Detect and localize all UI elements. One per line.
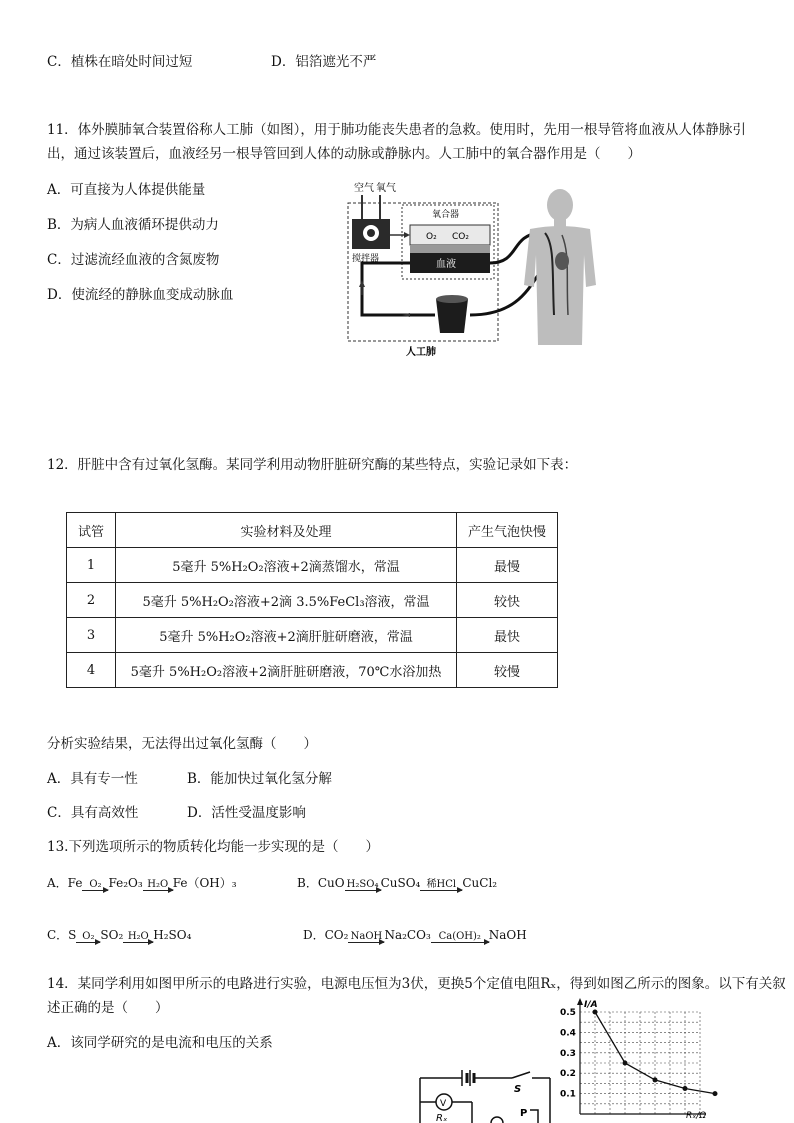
data-point	[653, 1077, 658, 1082]
table-row	[67, 548, 558, 583]
q12-question: 分析实验结果，无法得出过氧化氢酶（ ）	[47, 736, 317, 752]
q12-option-c: C．具有高效性	[47, 805, 139, 821]
y-tick-label: 0.3	[560, 1048, 576, 1059]
table-row	[67, 583, 558, 618]
option-label: D．CO₂	[303, 928, 349, 942]
q11-stem: 11．体外膜肺氧合装置俗称人工肺（如图），用于肺功能丧失患者的急救。使用时，先用一根导管将血液从人体静脉引出，通过该装置后，血液经另一根导管回到人体的动脉或静脉内。人工肺中的氧合器作用是（ ）	[47, 122, 746, 162]
option-label: B．CuO	[297, 876, 345, 890]
chart-ticks	[560, 1008, 576, 1100]
table-row	[67, 618, 558, 653]
cell-rate: 较快	[457, 583, 558, 618]
cell-rate: 较慢	[457, 653, 558, 688]
product: SO₂	[100, 928, 124, 942]
reaction-arrow	[348, 931, 384, 943]
cell-material: 5毫升 5%H₂O₂溶液+2滴蒸馏水，常温	[116, 548, 457, 583]
product: NaOH	[488, 928, 527, 942]
ammeter-icon	[491, 1117, 503, 1123]
reagent: O₂	[82, 931, 95, 942]
data-point	[623, 1061, 628, 1066]
q12-stem: 12．肝脏中含有过氧化氢酶。某同学利用动物肝脏研究酶的某些特点，实验记录如下表：	[47, 457, 578, 473]
q13-option-a	[47, 874, 237, 891]
reagent: O₂	[89, 879, 102, 890]
y-axis-label: I/A	[584, 1000, 598, 1010]
q11-option-c: C．过滤流经血液的含氮废物	[47, 252, 220, 268]
option-label: C．S	[47, 928, 77, 942]
air-label: 空气	[354, 183, 374, 194]
q11-option-d: D．使流经的静脉血变成动脉血	[47, 287, 234, 303]
cell-rate: 最快	[457, 618, 558, 653]
experiment-table	[66, 512, 558, 688]
product: Fe（OH）₃	[172, 876, 237, 890]
cell-rate: 最慢	[457, 548, 558, 583]
reaction-arrow	[420, 879, 462, 891]
blood-label: 血液	[436, 259, 456, 270]
cell-tube: 2	[67, 583, 116, 618]
stirrer-label: 搅拌器	[352, 254, 380, 264]
reagent: Ca(OH)₂	[438, 931, 481, 942]
q11-option-a: A．可直接为人体提供能量	[47, 182, 206, 198]
reagent: H₂SO₄	[346, 879, 379, 890]
oxygenator-label: 氧合器	[432, 210, 460, 220]
q14-stem: 14．某同学利用如图甲所示的电路进行实验，电源电压恒为3伏，更换5个定值电阻Rₓ，得到如图乙所示的图象。以下有关叙述正确的是（ ）	[47, 976, 786, 1016]
reagent: 稀HCl	[426, 879, 457, 890]
product: H₂SO₄	[153, 928, 192, 942]
q10-option-c: C．植株在暗处时间过短	[47, 54, 193, 70]
reaction-arrow	[82, 879, 108, 891]
co2-label: CO₂	[452, 232, 469, 242]
o2-label: O₂	[426, 232, 437, 242]
reaction-arrow	[123, 931, 153, 943]
cell-material: 5毫升 5%H₂O₂溶液+2滴肝脏研磨液，70℃水浴加热	[116, 653, 457, 688]
q12-option-d: D．活性受温度影响	[187, 805, 306, 821]
product: Fe₂O₃	[108, 876, 143, 890]
reaction-arrow	[345, 879, 381, 891]
slider-label: P	[520, 1108, 528, 1119]
current-resistance-chart	[548, 996, 728, 1123]
chart-grid	[580, 1012, 700, 1114]
reaction-arrow	[431, 931, 489, 943]
cell-material: 5毫升 5%H₂O₂溶液+2滴肝脏研磨液，常温	[116, 618, 457, 653]
q12-option-b: B．能加快过氧化氢分解	[187, 771, 332, 787]
reagent: NaOH	[350, 931, 383, 942]
artificial-lung-figure	[340, 175, 600, 360]
q14-option-a: A．该同学研究的是电流和电压的关系	[47, 1035, 273, 1051]
q12-option-a: A．具有专一性	[47, 771, 138, 787]
q10-option-d: D．铝箔遮光不严	[271, 54, 377, 70]
switch-label: S	[514, 1084, 522, 1095]
reaction-arrow	[143, 879, 173, 891]
option-label: A．Fe	[47, 876, 83, 890]
x-axis-label: Rₓ/Ω	[686, 1111, 707, 1121]
chart-axes	[577, 998, 706, 1121]
voltmeter-label: V	[440, 1099, 447, 1109]
y-tick-label: 0.1	[560, 1089, 576, 1100]
header-tube: 试管	[67, 513, 116, 548]
cell-tube: 3	[67, 618, 116, 653]
data-point	[593, 1010, 598, 1015]
reaction-arrow	[76, 931, 100, 943]
q13-option-b	[297, 874, 497, 891]
oxygen-label: 氧气	[376, 183, 396, 194]
y-tick-label: 0.5	[560, 1008, 576, 1018]
cell-tube: 1	[67, 548, 116, 583]
reagent: H₂O	[127, 931, 149, 942]
table-header-row	[67, 513, 558, 548]
artificial-lung-caption: 人工肺	[406, 347, 436, 358]
header-material: 实验材料及处理	[116, 513, 457, 548]
data-point	[683, 1086, 688, 1091]
product: Na₂CO₃	[384, 928, 431, 942]
q13-option-d	[303, 926, 527, 943]
data-point	[713, 1091, 718, 1096]
cell-material: 5毫升 5%H₂O₂溶液+2滴 3.5%FeCl₃溶液，常温	[116, 583, 457, 618]
y-tick-label: 0.4	[560, 1028, 576, 1039]
reagent: H₂O	[147, 879, 169, 890]
header-bubble-rate: 产生气泡快慢	[457, 513, 558, 548]
q11-option-b: B．为病人血液循环提供动力	[47, 217, 219, 233]
resistor-label: Rₓ	[436, 1113, 448, 1123]
product: CuSO₄	[380, 876, 421, 890]
cell-tube: 4	[67, 653, 116, 688]
y-tick-label: 0.2	[560, 1069, 576, 1080]
product: CuCl₂	[462, 876, 498, 890]
circuit-diagram	[412, 1060, 562, 1123]
table-row	[67, 653, 558, 688]
q13-option-c	[47, 926, 191, 943]
q13-stem: 13.下列选项所示的物质转化均能一步实现的是（ ）	[47, 839, 379, 855]
y-axis-arrow	[577, 998, 583, 1005]
